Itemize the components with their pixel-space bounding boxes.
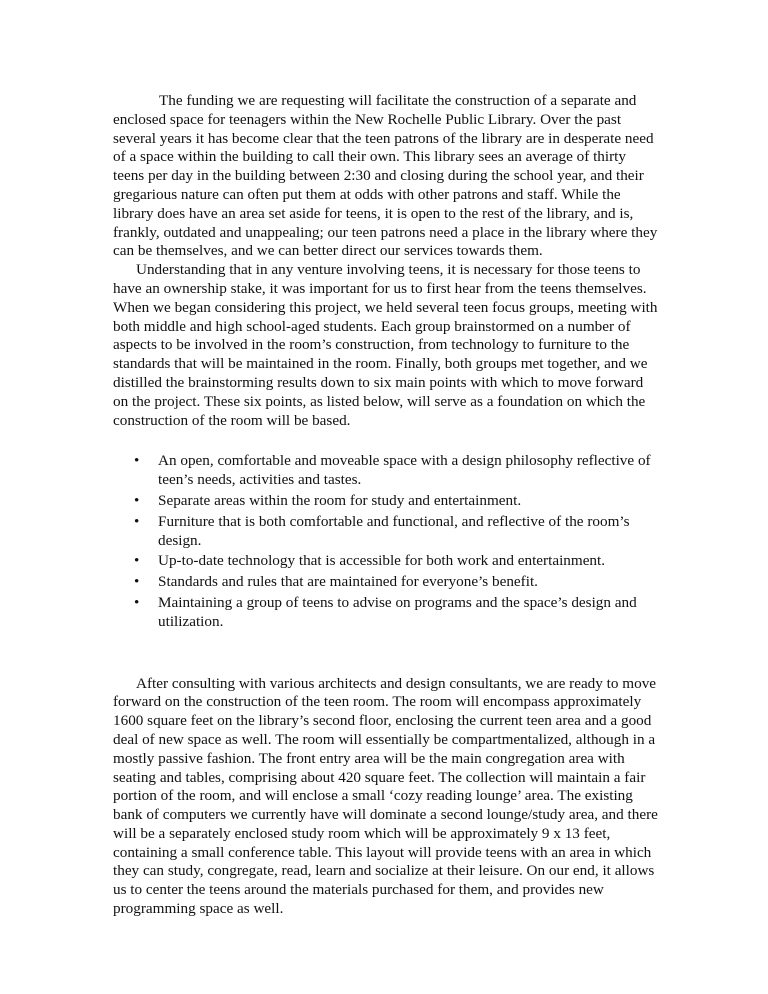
bullet-icon: • [134,491,140,509]
list-item-text: An open, comfortable and moveable space with a design philosophy reflective of teen’s needs, activities and tastes. [158,452,651,489]
list-item [113,594,658,632]
list-item-text: Separate areas within the room for study and entertainment. [158,491,522,509]
list-item [113,452,658,490]
bullet-icon: • [134,512,140,530]
paragraph-room-construction: After consulting with various architects and design consultants, we are ready to move forward on the construction of the teen room. The room will encompass approximately 1600 square feet on the library’s second floor, enclosing the current teen area and a good deal of new space as well. The room will essentially be compartmentalized, although in a mostly passive fashion. The front entry area will be the main congregation area with seating and tables, comprising about 420 square feet. The collection will maintain a fair portion of the room, and will enclose a small ‘cozy reading lounge’ area. The existing bank of computers we currently have will dominate a second lounge/study area, and there will be a separately enclosed study room which will be approximately 9 x 13 feet, containing a small conference table. This layout will provide teens with an area in which they can study, congregate, read, learn and socialize at their leisure. On our end, it allows us to center the teens around the materials purchased for them, and provides new programming space as well. [113,674,658,918]
bullet-icon: • [134,552,140,570]
bullet-icon: • [134,452,140,470]
list-item-text: Maintaining a group of teens to advise on programs and the space’s design and utilization. [158,593,637,630]
six-points-list [113,452,658,631]
paragraph-teen-focus-groups: Understanding that in any venture involving teens, it is necessary for those teens to have an ownership stake, it was important for us to first hear from the teens themselves. When we began considering this project, we held several teen focus groups, meeting with both middle and high school-aged students. Each group brainstormed on a number of aspects to be involved in the room’s construction, from technology to furniture to the standards that will be maintained in the room. Finally, both groups met together, and we distilled the brainstorming results down to six main points with which to move forward on the project. These six points, as listed below, will serve as a foundation on which the construction of the room will be based. [113,261,658,429]
list-item-text: Standards and rules that are maintained for everyone’s benefit. [158,573,538,591]
bullet-icon: • [134,573,140,591]
list-item-text: Up-to-date technology that is accessible for both work and entertainment. [158,552,606,570]
document-body [113,92,658,919]
paragraph-funding-request: The funding we are requesting will facilitate the construction of a separate and enclosed space for teenagers within the New Rochelle Public Library. Over the past several years it has become clear that the teen patrons of the library are in desperate need of a space within the building to call their own. This library sees an average of thirty teens per day in the building between 2:30 and closing during the school year, and their gregarious nature can often put them at odds with other patrons and staff. While the library does have an area set aside for teens, it is open to the rest of the library, and is, frankly, outdated and unappealing; our teen patrons need a place in the library where they can be themselves, and we can better direct our services towards them. [113,92,658,260]
list-item [113,573,658,592]
list-item [113,492,658,511]
list-item-text: Furniture that is both comfortable and functional, and reflective of the room’s design. [158,512,630,549]
bullet-icon: • [134,593,140,611]
section-spacer [113,634,658,675]
list-item [113,513,658,551]
list-item [113,552,658,571]
